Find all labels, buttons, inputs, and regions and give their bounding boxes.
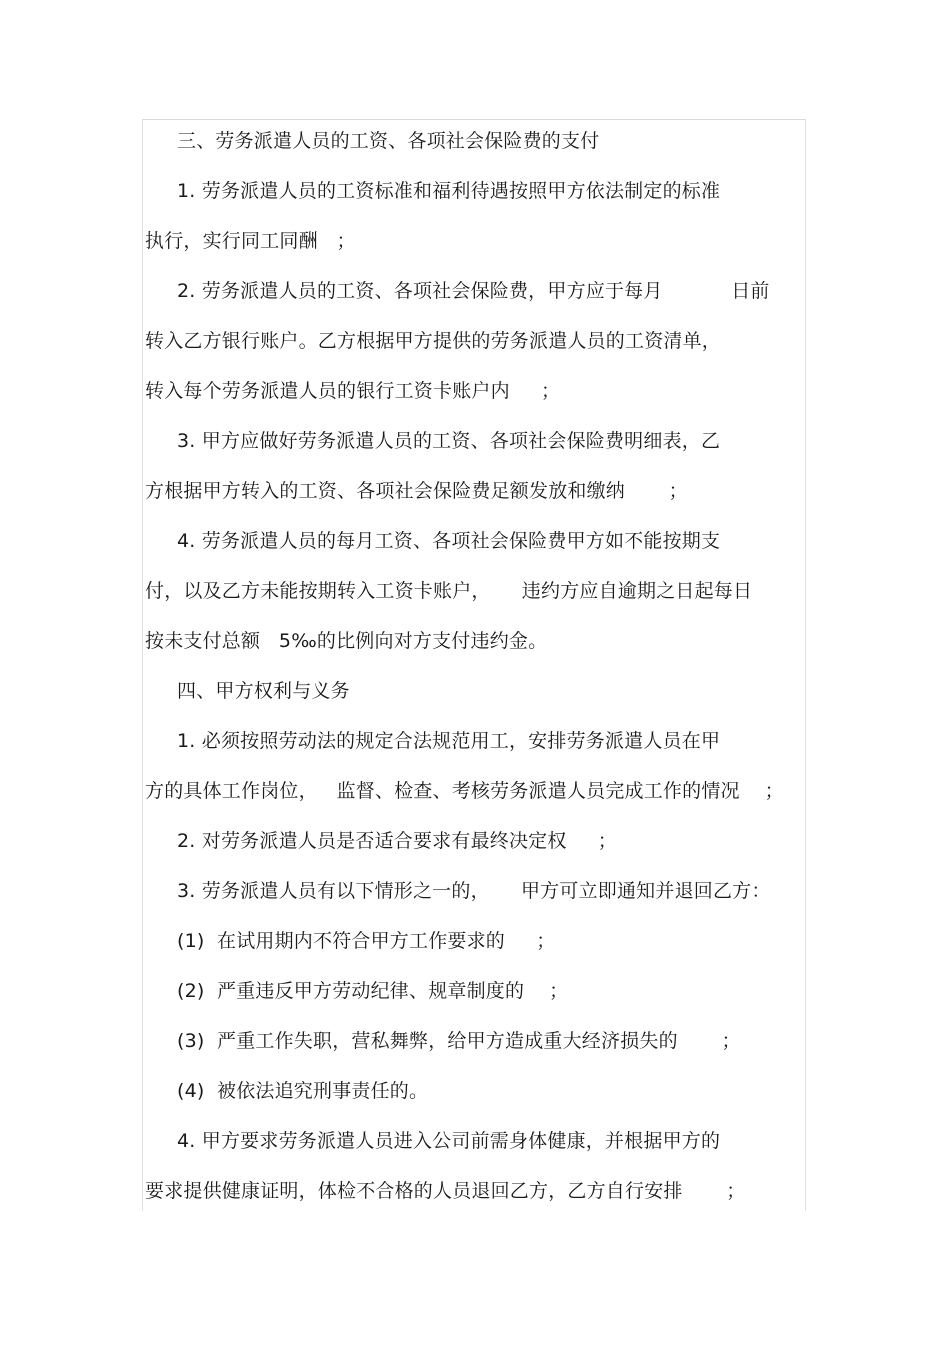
clause-4-4-line-2: 要求提供健康证明，体检不合格的人员退回乙方，乙方自行安排 ； <box>145 1180 746 1202</box>
clause-3-2-line-3: 转入每个劳务派遣人员的银行工资卡账户内 ； <box>145 380 561 402</box>
clause-3-4-line-3: 按未支付总额 5‰的比例向对方支付违约金。 <box>145 630 548 652</box>
clause-4-3-item-3: (3) 严重工作失职，营私舞弊，给甲方造成重大经济损失的 ； <box>177 1030 741 1052</box>
clause-4-1-line-2: 方的具体工作岗位， 监督、检查、考核劳务派遣人员完成工作的情况 ； <box>145 780 784 802</box>
section-heading-3: 三、劳务派遣人员的工资、各项社会保险费的支付 <box>177 130 600 152</box>
clause-4-2: 2. 对劳务派遣人员是否适合要求有最终决定权 ； <box>177 830 617 852</box>
clause-4-3-item-1: (1) 在试用期内不符合甲方工作要求的 ； <box>177 930 556 952</box>
clause-3-3-line-1: 3. 甲方应做好劳务派遣人员的工资、各项社会保险费明细表，乙 <box>177 430 721 452</box>
section-heading-4: 四、甲方权利与义务 <box>177 680 350 702</box>
clause-4-1-line-1: 1. 必须按照劳动法的规定合法规范用工，安排劳务派遣人员在甲 <box>177 730 721 752</box>
clause-4-3-item-4: (4) 被依法追究刑事责任的。 <box>177 1080 429 1102</box>
clause-4-3: 3. 劳务派遣人员有以下情形之一的， 甲方可立即通知并退回乙方： <box>177 880 771 902</box>
clause-4-3-item-2: (2) 严重违反甲方劳动纪律、规章制度的 ； <box>177 980 569 1002</box>
clause-3-1-line-1: 1. 劳务派遣人员的工资标准和福利待遇按照甲方依法制定的标准 <box>177 180 721 202</box>
clause-3-2-line-2: 转入乙方银行账户。乙方根据甲方提供的劳务派遣人员的工资清单， <box>145 330 722 352</box>
clause-3-4-line-2: 付，以及乙方未能按期转入工资卡账户， 违约方应自逾期之日起每日 <box>145 580 753 602</box>
clause-3-4-line-1: 4. 劳务派遣人员的每月工资、各项社会保险费甲方如不能按期支 <box>177 530 721 552</box>
clause-3-2-line-1: 2. 劳务派遣人员的工资、各项社会保险费，甲方应于每月 日前 <box>177 280 770 302</box>
clause-4-4-line-1: 4. 甲方要求劳务派遣人员进入公司前需身体健康，并根据甲方的 <box>177 1130 721 1152</box>
clause-3-3-line-2: 方根据甲方转入的工资、各项社会保险费足额发放和缴纳 ； <box>145 480 688 502</box>
clause-3-1-line-2: 执行，实行同工同酬 ； <box>145 230 356 252</box>
